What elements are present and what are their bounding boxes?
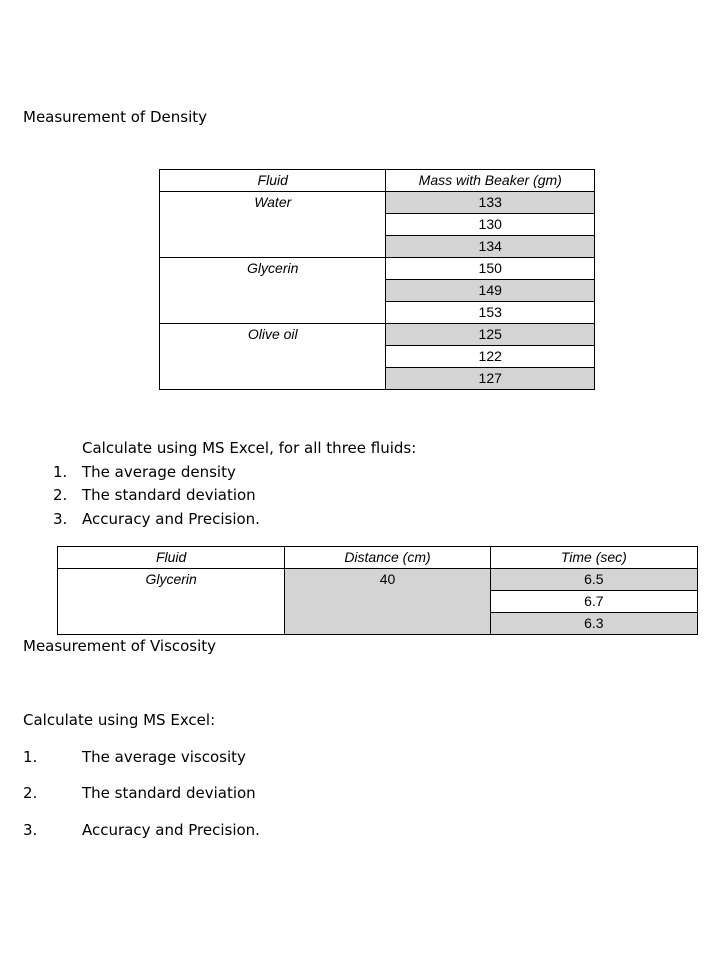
density-header-fluid: Fluid (160, 170, 386, 192)
viscosity-heading: Measurement of Viscosity (23, 637, 217, 655)
fluid-cell-olive-oil: Olive oil (160, 324, 386, 390)
viscosity-header-distance: Distance (cm) (285, 547, 490, 569)
list-number: 3. (23, 821, 38, 839)
mass-cell: 150 (386, 258, 595, 280)
mass-cell: 125 (386, 324, 595, 346)
list-item: The standard deviation (82, 486, 256, 504)
density-header-mass: Mass with Beaker (gm) (386, 170, 595, 192)
time-cell: 6.7 (490, 591, 697, 613)
list-item: Accuracy and Precision. (82, 821, 260, 839)
viscosity-fluid-cell: Glycerin (58, 569, 285, 635)
list-item: The standard deviation (82, 784, 256, 802)
mass-cell: 130 (386, 214, 595, 236)
viscosity-header-fluid: Fluid (58, 547, 285, 569)
list-number: 1. (23, 748, 38, 766)
list-item: Accuracy and Precision. (82, 510, 260, 528)
viscosity-header-time: Time (sec) (490, 547, 697, 569)
mass-cell: 134 (386, 236, 595, 258)
time-cell: 6.3 (490, 613, 697, 635)
list-item: The average viscosity (82, 748, 246, 766)
list-number: 3. (53, 510, 68, 528)
list-number: 2. (53, 486, 68, 504)
mass-cell: 127 (386, 368, 595, 390)
time-cell: 6.5 (490, 569, 697, 591)
list-number: 2. (23, 784, 38, 802)
mass-cell: 133 (386, 192, 595, 214)
density-heading: Measurement of Density (23, 108, 207, 126)
mass-cell: 153 (386, 302, 595, 324)
mass-cell: 122 (386, 346, 595, 368)
fluid-cell-glycerin: Glycerin (160, 258, 386, 324)
viscosity-table (57, 546, 698, 635)
density-table (159, 169, 595, 390)
viscosity-instruction: Calculate using MS Excel: (23, 711, 216, 729)
viscosity-distance-cell: 40 (285, 569, 490, 635)
fluid-cell-water: Water (160, 192, 386, 258)
mass-cell: 149 (386, 280, 595, 302)
density-instruction: Calculate using MS Excel, for all three fluids: (82, 439, 417, 457)
list-item: The average density (82, 463, 236, 481)
list-number: 1. (53, 463, 68, 481)
